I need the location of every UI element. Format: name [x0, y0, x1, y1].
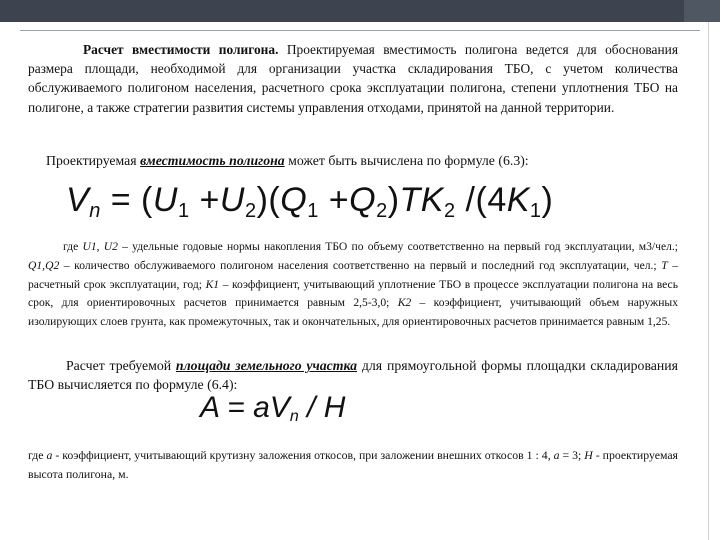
var: Н	[584, 448, 593, 462]
divide-h: / H	[298, 391, 346, 424]
var: Т	[661, 258, 668, 272]
var-u1: U	[152, 181, 178, 219]
indent	[28, 358, 66, 373]
var: U1	[82, 240, 97, 253]
paragraph-capacity	[28, 40, 678, 117]
sub-1: 1	[307, 200, 319, 222]
paragraph-legend-1	[28, 238, 678, 332]
sub-2: 2	[244, 200, 257, 222]
text: = 3;	[559, 448, 585, 462]
paren: )	[387, 181, 400, 219]
sub-2: 2	[443, 200, 456, 222]
text: – количество обслуживаемого полигоном населения соответственно на первый и последний год эксплуатации, чел.;	[59, 258, 662, 272]
top-divider	[20, 30, 700, 31]
paragraph-text: Проектируемая вместимость полигона ведется для обоснования размера площади, необходимой для организации участка складирования ТБО, с учетом количества обслуживаемого полигоном населения, расчетного срока эксплуатации полигона, степени уплотнения ТБО на полигоне, а также стратегии развития системы управления отходами, принятой на данной территории.	[28, 42, 678, 115]
formula-area	[200, 390, 440, 426]
sub-n: n	[289, 408, 299, 425]
text: - коэффициент, учитывающий крутизну заложения откосов, при заложении внешних откосов 1 : 4,	[52, 448, 554, 462]
text: может быть вычислена по формуле (6.3):	[284, 153, 529, 168]
text: – удельные годовые нормы накопления ТБО по объему соответственно на первый год эксплуатации, м3/чел.;	[117, 240, 678, 253]
text: – коэффициент, учитывающий уплотнение ТБО в процессе эксплуатации полигона на весь срок, для ориентировочных расчетов принимается равным 2,5-3,0;	[28, 277, 678, 310]
var-q2: Q	[349, 181, 377, 219]
var-av: aV	[253, 391, 290, 424]
section-title: Расчет вместимости полигона.	[83, 42, 279, 57]
sub-1: 1	[177, 200, 190, 222]
var-u2: U	[219, 181, 245, 219]
text: - проектируемая высота полигона, м.	[28, 448, 678, 481]
emphasis-term: площади земельного участка	[175, 358, 358, 373]
sub-1: 1	[529, 200, 542, 222]
var: а	[553, 448, 560, 462]
eq: = (	[100, 181, 153, 219]
text: для прямоугольной формы площадки складирования ТБО вычисляется по формуле (6.4):	[28, 358, 679, 392]
var: U2	[103, 240, 118, 253]
sub-n: n	[89, 200, 101, 222]
var: Q1,Q2	[28, 258, 60, 272]
paragraph-legend-2	[28, 446, 678, 483]
sub-2: 2	[376, 200, 388, 222]
top-band-accent	[0, 0, 684, 22]
paren: )(	[256, 181, 281, 219]
var-v: V	[66, 181, 90, 219]
var: K1	[205, 277, 220, 291]
text: где	[28, 448, 47, 462]
indent	[28, 240, 63, 253]
paren: )	[541, 181, 554, 219]
text: где	[63, 240, 83, 253]
var: K2	[397, 296, 412, 310]
plus: +	[318, 181, 350, 219]
text: – расчетный срок эксплуатации, год;	[28, 258, 678, 291]
text: ,	[96, 240, 104, 253]
top-band	[0, 0, 720, 22]
emphasis-term: вместимость полигона	[140, 153, 285, 168]
indent	[28, 42, 83, 57]
var-k: K	[506, 181, 530, 219]
text: – коэффициент, учитывающий объем наружных изолирующих слоев грунта, как промежуточных, так и окончательных, для ориентировочных расчетов принимается равным 1,25.	[28, 296, 678, 329]
plus: +	[189, 181, 220, 219]
divide: /(4	[455, 181, 507, 219]
paragraph-area-intro	[28, 356, 678, 394]
text: Расчет требуемой	[66, 358, 176, 373]
eq: =	[218, 391, 254, 424]
text: Проектируемая	[46, 153, 141, 168]
var-a: A	[200, 391, 219, 424]
var-tk: TK	[399, 181, 444, 219]
formula-capacity	[66, 178, 626, 222]
right-divider	[708, 22, 709, 540]
var: а	[46, 448, 53, 462]
var-q1: Q	[280, 181, 308, 219]
top-band-corner	[684, 0, 720, 22]
paragraph-formula-intro	[28, 152, 678, 170]
